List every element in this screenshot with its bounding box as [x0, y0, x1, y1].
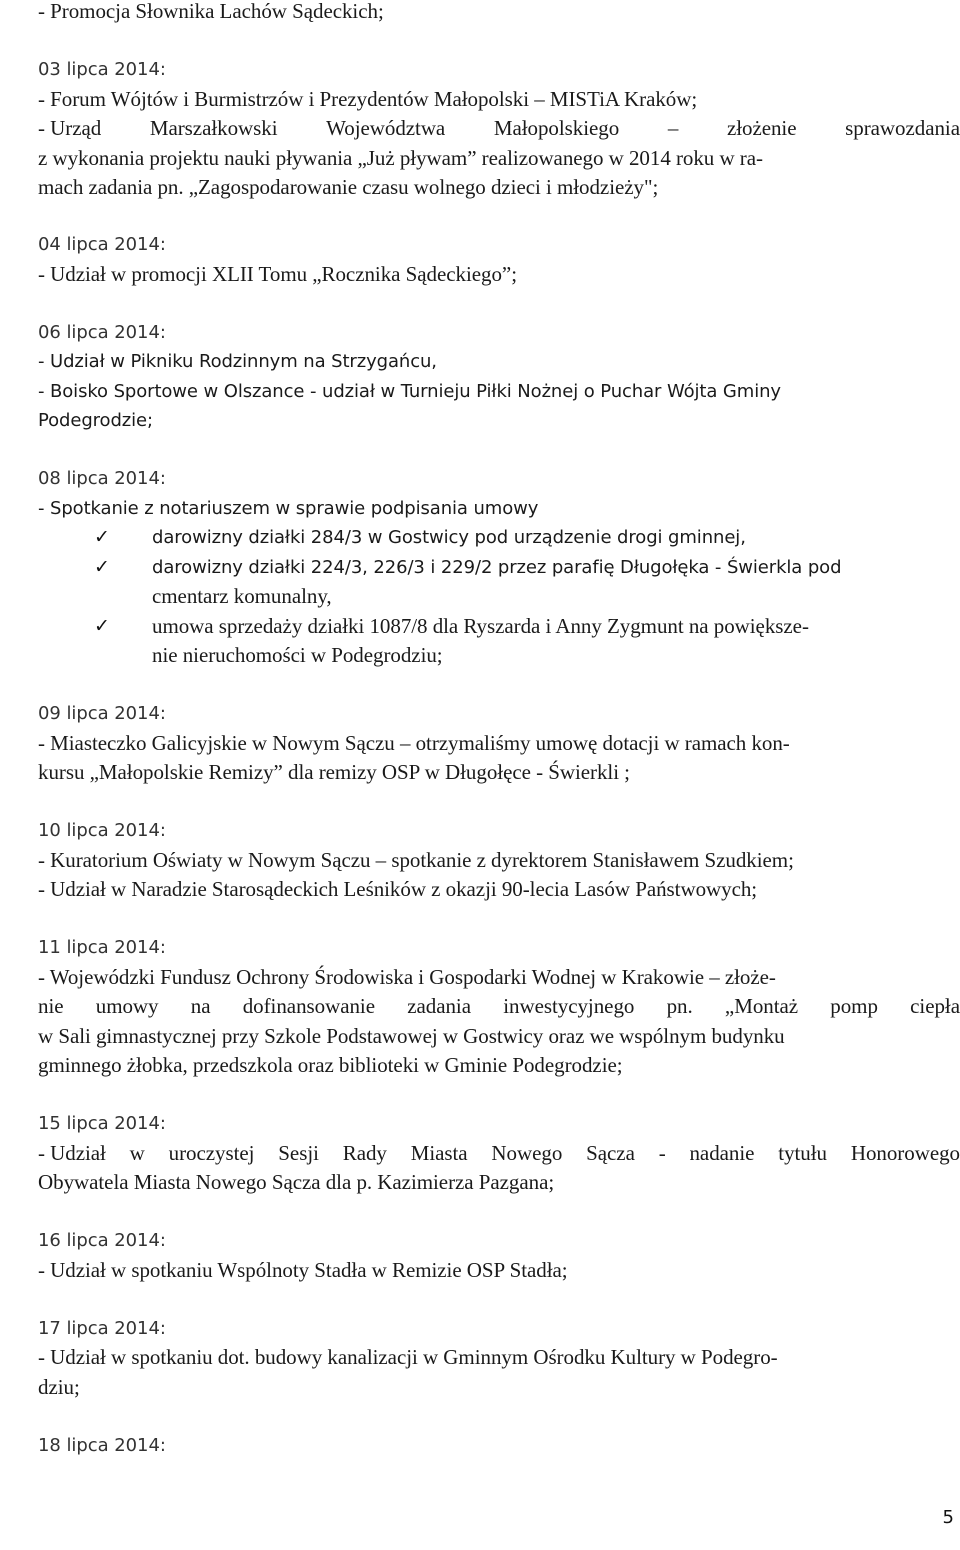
date-heading: 09 lipca 2014:	[38, 703, 166, 724]
text-line	[38, 992, 960, 1021]
date-heading: 06 lipca 2014:	[38, 322, 166, 343]
word: „Montaż	[724, 994, 799, 1018]
word: pn.	[666, 994, 693, 1018]
date-heading: 15 lipca 2014:	[38, 1113, 166, 1134]
list-item: darowizny działki 284/3 w Gostwicy pod urządzenie drogi gminnej,	[152, 527, 746, 548]
text-line	[38, 114, 960, 143]
text-line: - Miasteczko Galicyjskie w Nowym Sączu – otrzymaliśmy umowę dotacji w ramach kon-	[38, 731, 790, 755]
text-line: kursu „Małopolskie Remizy” dla remizy OSP w Długołęce - Świerkli ;	[38, 760, 630, 784]
word: Sącza	[586, 1141, 635, 1165]
word: ciepła	[910, 994, 960, 1018]
word: - Udział	[38, 1141, 106, 1165]
date-heading: 17 lipca 2014:	[38, 1318, 166, 1339]
word: dofinansowanie	[242, 994, 375, 1018]
word: sprawozdania	[845, 116, 960, 140]
text-line: z wykonania projektu nauki pływania „Już pływam” realizowanego w 2014 roku w ra-	[38, 146, 763, 170]
word: Miasta	[410, 1141, 468, 1165]
word: tytułu	[778, 1141, 827, 1165]
word: zadania	[407, 994, 471, 1018]
text-line: w Sali gimnastycznej przy Szkole Podstawowej w Gostwicy oraz we wspólnym budynku	[38, 1024, 785, 1048]
word: uroczystej	[168, 1141, 255, 1165]
word: -	[658, 1141, 666, 1165]
word: –	[667, 116, 679, 140]
word: pomp	[830, 994, 878, 1018]
date-heading: 10 lipca 2014:	[38, 820, 166, 841]
date-heading: 03 lipca 2014:	[38, 59, 166, 80]
text-line: - Udział w promocji XLII Tomu „Rocznika Sądeckiego”;	[38, 262, 517, 286]
list-item-continuation: cmentarz komunalny,	[152, 584, 332, 608]
date-heading: 04 lipca 2014:	[38, 234, 166, 255]
text-line: - Udział w Pikniku Rodzinnym na Strzygańcu,	[38, 351, 437, 372]
text-line: - Promocja Słownika Lachów Sądeckich;	[38, 0, 384, 23]
text-line: gminnego żłobka, przedszkola oraz biblioteki w Gminie Podegrodzie;	[38, 1053, 623, 1077]
date-heading: 18 lipca 2014:	[38, 1435, 166, 1456]
text-line: Obywatela Miasta Nowego Sącza dla p. Kazimierza Pazgana;	[38, 1170, 555, 1194]
text-line: - Spotkanie z notariuszem w sprawie podpisania umowy	[38, 498, 539, 519]
text-line: - Udział w Naradzie Starosądeckich Leśników z okazji 90-lecia Lasów Państwowych;	[38, 877, 758, 901]
date-heading: 08 lipca 2014:	[38, 468, 166, 489]
word: złożenie	[726, 116, 797, 140]
text-line: - Kuratorium Oświaty w Nowym Sączu – spotkanie z dyrektorem Stanisławem Szudkiem;	[38, 848, 794, 872]
list-item: umowa sprzedaży działki 1087/8 dla Ryszarda i Anny Zygmunt na powiększe-	[152, 614, 809, 638]
text-line: - Forum Wójtów i Burmistrzów i Prezydentów Małopolski – MISTiA Kraków;	[38, 87, 698, 111]
text-line: Podegrodzie;	[38, 410, 153, 431]
word: Honorowego	[850, 1141, 960, 1165]
word: Małopolskiego	[493, 116, 620, 140]
text-line: - Boisko Sportowe w Olszance - udział w Turnieju Piłki Nożnej o Puchar Wójta Gminy	[38, 381, 781, 402]
word: Marszałkowski	[149, 116, 278, 140]
word: umowy	[95, 994, 159, 1018]
text-line	[38, 1139, 960, 1168]
date-heading: 16 lipca 2014:	[38, 1230, 166, 1251]
word: Sesji	[278, 1141, 319, 1165]
text-line: mach zadania pn. „Zagospodarowanie czasu wolnego dzieci i młodzieży";	[38, 175, 659, 199]
date-heading: 11 lipca 2014:	[38, 937, 166, 958]
word: nie	[38, 994, 64, 1018]
word: Rady	[342, 1141, 387, 1165]
checkmark-icon: ✓	[94, 526, 110, 548]
checkmark-icon: ✓	[94, 615, 110, 637]
text-line: - Udział w spotkaniu Wspólnoty Stadła w Remizie OSP Stadła;	[38, 1258, 568, 1282]
word: - Urząd	[38, 116, 102, 140]
word: Województwa	[326, 116, 446, 140]
word: na	[190, 994, 211, 1018]
checkmark-icon: ✓	[94, 556, 110, 578]
list-item-continuation: nie nieruchomości w Podegrodziu;	[152, 643, 443, 667]
word: inwestycyjnego	[503, 994, 635, 1018]
text-line: - Wojewódzki Fundusz Ochrony Środowiska i Gospodarki Wodnej w Krakowie – złoże-	[38, 965, 776, 989]
word: w	[129, 1141, 145, 1165]
page-number: 5	[942, 1507, 954, 1528]
text-line: - Udział w spotkaniu dot. budowy kanalizacji w Gminnym Ośrodku Kultury w Podegro-	[38, 1345, 778, 1369]
word: nadanie	[689, 1141, 755, 1165]
list-item: darowizny działki 224/3, 226/3 i 229/2 przez parafię Długołęka - Świerkla pod	[152, 557, 842, 578]
text-line: dziu;	[38, 1375, 80, 1399]
word: Nowego	[491, 1141, 563, 1165]
